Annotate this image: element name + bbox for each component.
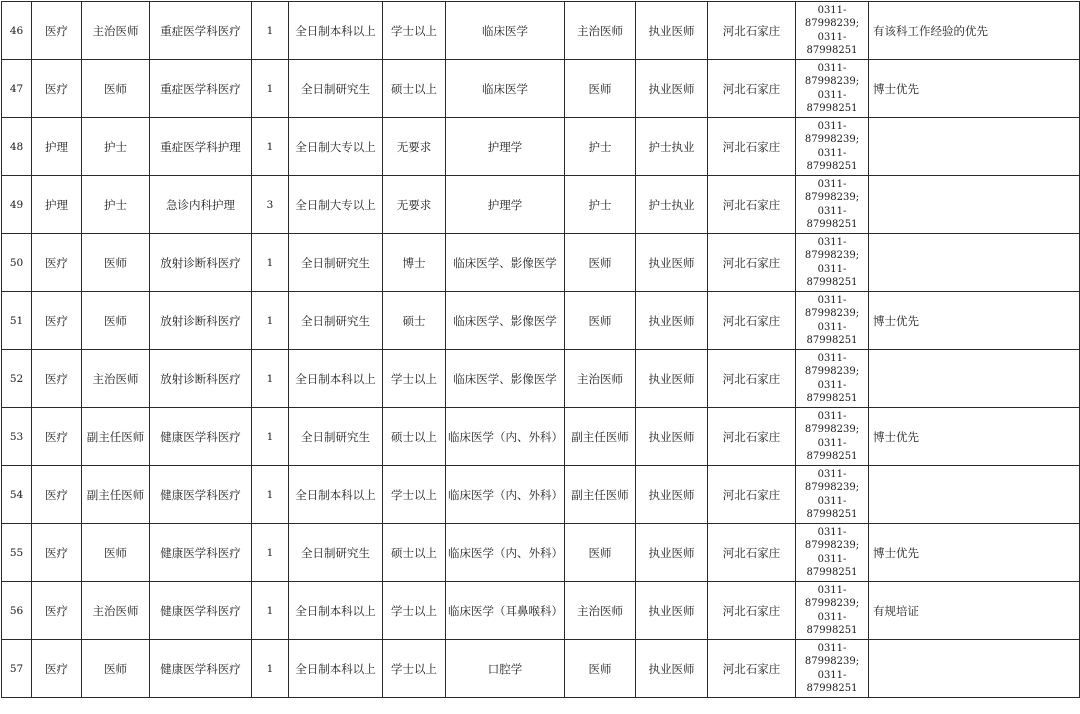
cell-professional-title: 医师 (565, 292, 636, 350)
cell-degree: 学士以上 (383, 350, 446, 408)
contact-line: 0311- (817, 468, 847, 480)
cell-education: 全日制大专以上 (289, 176, 383, 234)
table-row (2, 292, 1080, 350)
cell-department: 急诊内科护理 (150, 176, 252, 234)
contact-line: 87998239; (804, 308, 860, 319)
contact-line: 87998239; (804, 482, 860, 493)
cell-note (869, 176, 1080, 234)
cell-contact (796, 466, 869, 524)
cell-category: 医疗 (32, 582, 82, 640)
cell-count: 1 (252, 234, 289, 292)
cell-department: 健康医学科医疗 (150, 524, 252, 582)
cell-major: 临床医学、影像医学 (446, 292, 565, 350)
contact-line: 0311- (817, 321, 847, 333)
cell-category: 医疗 (32, 60, 82, 118)
cell-category: 医疗 (32, 292, 82, 350)
cell-department: 重症医学科护理 (150, 118, 252, 176)
cell-position: 副主任医师 (82, 408, 150, 466)
cell-count: 1 (252, 524, 289, 582)
cell-professional-title: 副主任医师 (565, 408, 636, 466)
cell-location: 河北石家庄 (708, 582, 796, 640)
cell-location: 河北石家庄 (708, 408, 796, 466)
cell-note: 博士优先 (869, 408, 1080, 466)
cell-major: 临床医学（内、外科） (446, 408, 565, 466)
contact-line: 0311- (817, 495, 847, 507)
contact-line: 0311- (817, 236, 847, 248)
cell-major: 临床医学、影像医学 (446, 350, 565, 408)
table-row (2, 118, 1080, 176)
cell-location: 河北石家庄 (708, 118, 796, 176)
table-row (2, 466, 1080, 524)
cell-major: 临床医学 (446, 2, 565, 60)
table-row (2, 60, 1080, 118)
cell-contact (796, 176, 869, 234)
cell-number: 55 (2, 524, 32, 582)
cell-education: 全日制本科以上 (289, 350, 383, 408)
contact-line: 87998251 (806, 509, 858, 520)
cell-professional-title: 护士 (565, 118, 636, 176)
cell-major: 临床医学（内、外科） (446, 466, 565, 524)
cell-number: 56 (2, 582, 32, 640)
contact-line: 0311- (817, 294, 847, 306)
cell-category: 医疗 (32, 234, 82, 292)
cell-position: 医师 (82, 60, 150, 118)
cell-number: 49 (2, 176, 32, 234)
cell-position: 主治医师 (82, 582, 150, 640)
cell-category: 医疗 (32, 408, 82, 466)
cell-category: 医疗 (32, 524, 82, 582)
contact-line: 87998239; (804, 18, 860, 29)
cell-note: 有该科工作经验的优先 (869, 2, 1080, 60)
table-row (2, 350, 1080, 408)
cell-education: 全日制研究生 (289, 292, 383, 350)
cell-qualification: 执业医师 (636, 292, 708, 350)
contact-line: 0311- (817, 669, 847, 681)
cell-location: 河北石家庄 (708, 292, 796, 350)
contact-line: 87998251 (806, 335, 858, 346)
cell-qualification: 执业医师 (636, 466, 708, 524)
contact-line: 87998239; (804, 134, 860, 145)
cell-professional-title: 护士 (565, 176, 636, 234)
cell-professional-title: 主治医师 (565, 350, 636, 408)
cell-note: 博士优先 (869, 524, 1080, 582)
cell-department: 健康医学科医疗 (150, 582, 252, 640)
cell-position: 医师 (82, 524, 150, 582)
cell-department: 健康医学科医疗 (150, 466, 252, 524)
cell-count: 1 (252, 408, 289, 466)
cell-location: 河北石家庄 (708, 2, 796, 60)
table-row (2, 234, 1080, 292)
cell-note (869, 234, 1080, 292)
cell-position: 副主任医师 (82, 466, 150, 524)
contact-line: 0311- (817, 526, 847, 538)
cell-professional-title: 主治医师 (565, 2, 636, 60)
cell-degree: 无要求 (383, 176, 446, 234)
contact-line: 87998239; (804, 540, 860, 551)
cell-major: 临床医学、影像医学 (446, 234, 565, 292)
cell-note (869, 466, 1080, 524)
cell-category: 医疗 (32, 466, 82, 524)
contact-line: 0311- (817, 642, 847, 654)
contact-line: 87998251 (806, 277, 858, 288)
cell-qualification: 执业医师 (636, 350, 708, 408)
cell-count: 1 (252, 60, 289, 118)
contact-line: 0311- (817, 584, 847, 596)
contact-line: 0311- (817, 437, 847, 449)
cell-education: 全日制大专以上 (289, 118, 383, 176)
table-row (2, 524, 1080, 582)
cell-department: 放射诊断科医疗 (150, 350, 252, 408)
contact-line: 87998251 (806, 103, 858, 114)
cell-professional-title: 主治医师 (565, 582, 636, 640)
cell-position: 护士 (82, 118, 150, 176)
contact-line: 87998251 (806, 161, 858, 172)
table-row (2, 2, 1080, 60)
cell-contact (796, 640, 869, 698)
cell-note: 有规培证 (869, 582, 1080, 640)
table-row (2, 640, 1080, 698)
cell-position: 医师 (82, 640, 150, 698)
cell-number: 52 (2, 350, 32, 408)
cell-department: 健康医学科医疗 (150, 640, 252, 698)
table-row (2, 408, 1080, 466)
contact-line: 87998251 (806, 567, 858, 578)
cell-degree: 硕士以上 (383, 524, 446, 582)
cell-degree: 学士以上 (383, 640, 446, 698)
cell-degree: 无要求 (383, 118, 446, 176)
contact-line: 87998239; (804, 76, 860, 87)
cell-note (869, 640, 1080, 698)
cell-number: 47 (2, 60, 32, 118)
contact-line: 0311- (817, 379, 847, 391)
cell-contact (796, 408, 869, 466)
contact-line: 87998251 (806, 625, 858, 636)
cell-contact (796, 2, 869, 60)
cell-location: 河北石家庄 (708, 176, 796, 234)
cell-count: 3 (252, 176, 289, 234)
cell-location: 河北石家庄 (708, 234, 796, 292)
cell-education: 全日制本科以上 (289, 582, 383, 640)
cell-education: 全日制研究生 (289, 408, 383, 466)
cell-professional-title: 医师 (565, 60, 636, 118)
cell-major: 临床医学（内、外科） (446, 524, 565, 582)
cell-qualification: 执业医师 (636, 234, 708, 292)
cell-degree: 学士以上 (383, 582, 446, 640)
cell-qualification: 执业医师 (636, 582, 708, 640)
cell-qualification: 执业医师 (636, 60, 708, 118)
cell-degree: 学士以上 (383, 466, 446, 524)
contact-line: 87998239; (804, 598, 860, 609)
cell-location: 河北石家庄 (708, 350, 796, 408)
contact-line: 87998251 (806, 683, 858, 694)
cell-department: 健康医学科医疗 (150, 408, 252, 466)
cell-major: 护理学 (446, 118, 565, 176)
cell-professional-title: 医师 (565, 234, 636, 292)
cell-qualification: 执业医师 (636, 408, 708, 466)
contact-line: 87998251 (806, 451, 858, 462)
cell-number: 51 (2, 292, 32, 350)
cell-degree: 博士 (383, 234, 446, 292)
contact-line: 87998251 (806, 219, 858, 230)
cell-number: 57 (2, 640, 32, 698)
cell-number: 54 (2, 466, 32, 524)
cell-education: 全日制研究生 (289, 60, 383, 118)
cell-education: 全日制研究生 (289, 524, 383, 582)
cell-count: 1 (252, 2, 289, 60)
recruitment-table (1, 1, 1080, 698)
cell-position: 医师 (82, 292, 150, 350)
cell-note: 博士优先 (869, 60, 1080, 118)
cell-note: 博士优先 (869, 292, 1080, 350)
cell-category: 医疗 (32, 350, 82, 408)
contact-line: 87998239; (804, 656, 860, 667)
cell-count: 1 (252, 118, 289, 176)
cell-major: 护理学 (446, 176, 565, 234)
cell-major: 临床医学（耳鼻喉科） (446, 582, 565, 640)
contact-line: 0311- (817, 147, 847, 159)
contact-line: 0311- (817, 89, 847, 101)
cell-number: 53 (2, 408, 32, 466)
contact-line: 87998239; (804, 192, 860, 203)
contact-line: 87998251 (806, 45, 858, 56)
cell-position: 医师 (82, 234, 150, 292)
cell-count: 1 (252, 582, 289, 640)
cell-count: 1 (252, 466, 289, 524)
contact-line: 0311- (817, 4, 847, 16)
cell-degree: 学士以上 (383, 2, 446, 60)
cell-major: 临床医学 (446, 60, 565, 118)
cell-note (869, 350, 1080, 408)
contact-line: 0311- (817, 352, 847, 364)
cell-degree: 硕士以上 (383, 408, 446, 466)
cell-number: 48 (2, 118, 32, 176)
cell-professional-title: 副主任医师 (565, 466, 636, 524)
cell-location: 河北石家庄 (708, 466, 796, 524)
cell-department: 重症医学科医疗 (150, 2, 252, 60)
cell-department: 放射诊断科医疗 (150, 292, 252, 350)
cell-education: 全日制本科以上 (289, 640, 383, 698)
contact-line: 87998239; (804, 366, 860, 377)
cell-count: 1 (252, 640, 289, 698)
cell-qualification: 护士执业 (636, 118, 708, 176)
cell-location: 河北石家庄 (708, 60, 796, 118)
cell-department: 重症医学科医疗 (150, 60, 252, 118)
cell-qualification: 执业医师 (636, 2, 708, 60)
table-row (2, 176, 1080, 234)
cell-count: 1 (252, 350, 289, 408)
contact-line: 0311- (817, 553, 847, 565)
cell-education: 全日制研究生 (289, 234, 383, 292)
cell-category: 医疗 (32, 2, 82, 60)
cell-contact (796, 292, 869, 350)
cell-position: 护士 (82, 176, 150, 234)
contact-line: 0311- (817, 205, 847, 217)
cell-contact (796, 350, 869, 408)
contact-line: 0311- (817, 611, 847, 623)
cell-count: 1 (252, 292, 289, 350)
cell-qualification: 执业医师 (636, 640, 708, 698)
cell-major: 口腔学 (446, 640, 565, 698)
cell-qualification: 执业医师 (636, 524, 708, 582)
cell-location: 河北石家庄 (708, 640, 796, 698)
cell-number: 50 (2, 234, 32, 292)
cell-professional-title: 医师 (565, 524, 636, 582)
cell-position: 主治医师 (82, 2, 150, 60)
cell-degree: 硕士 (383, 292, 446, 350)
cell-contact (796, 524, 869, 582)
cell-qualification: 护士执业 (636, 176, 708, 234)
cell-department: 放射诊断科医疗 (150, 234, 252, 292)
contact-line: 87998239; (804, 424, 860, 435)
contact-line: 0311- (817, 120, 847, 132)
cell-location: 河北石家庄 (708, 524, 796, 582)
cell-category: 护理 (32, 118, 82, 176)
table-row (2, 582, 1080, 640)
cell-education: 全日制本科以上 (289, 466, 383, 524)
table-body (2, 2, 1080, 698)
cell-education: 全日制本科以上 (289, 2, 383, 60)
cell-contact (796, 118, 869, 176)
contact-line: 0311- (817, 263, 847, 275)
contact-line: 0311- (817, 410, 847, 422)
cell-position: 主治医师 (82, 350, 150, 408)
contact-line: 87998239; (804, 250, 860, 261)
cell-category: 护理 (32, 176, 82, 234)
cell-contact (796, 234, 869, 292)
cell-professional-title: 医师 (565, 640, 636, 698)
cell-contact (796, 60, 869, 118)
contact-line: 87998251 (806, 393, 858, 404)
cell-contact (796, 582, 869, 640)
contact-line: 0311- (817, 178, 847, 190)
cell-number: 46 (2, 2, 32, 60)
cell-category: 医疗 (32, 640, 82, 698)
cell-note (869, 118, 1080, 176)
contact-line: 0311- (817, 31, 847, 43)
contact-line: 0311- (817, 62, 847, 74)
cell-degree: 硕士以上 (383, 60, 446, 118)
